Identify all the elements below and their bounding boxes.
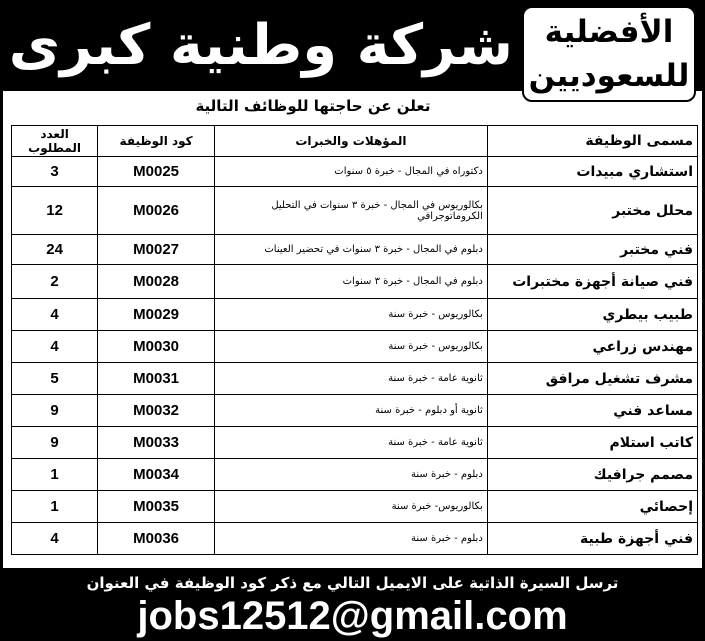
required-count-cell: 5 xyxy=(12,363,98,395)
required-count-cell: 12 xyxy=(12,187,98,235)
job-title-cell: مصمم جرافيك xyxy=(487,459,697,491)
required-count-cell: 9 xyxy=(12,427,98,459)
job-title-cell: استشاري مبيدات xyxy=(487,157,697,187)
jobs-table xyxy=(11,125,698,555)
column-header-job-title: مسمى الوظيفة xyxy=(487,126,697,157)
table-row xyxy=(12,459,698,491)
required-count-cell: 24 xyxy=(12,235,98,265)
job-title-cell: فني مختبر xyxy=(487,235,697,265)
job-code-cell: M0029 xyxy=(98,299,215,331)
column-header-qualifications: المؤهلات والخبرات xyxy=(215,126,488,157)
table-row xyxy=(12,427,698,459)
qualifications-cell: ثانوية عامة - خبرة سنة xyxy=(215,363,488,395)
qualifications-cell: دبلوم - خبرة سنة xyxy=(215,523,488,555)
job-title-cell: مشرف تشغيل مرافق xyxy=(487,363,697,395)
job-title-cell: محلل مختبر xyxy=(487,187,697,235)
application-instruction: ترسل السيرة الذاتية على الايميل التالي مع ذكر كود الوظيفة في العنوان xyxy=(86,574,619,592)
table-row xyxy=(12,299,698,331)
table-row xyxy=(12,157,698,187)
qualifications-cell: بكالوريوس في المجال - خبرة ٣ سنوات في التحليل الكروماتوجرافي xyxy=(215,187,488,235)
required-count-cell: 4 xyxy=(12,299,98,331)
badge-line-1: الأفضلية xyxy=(544,14,674,50)
required-count-cell: 9 xyxy=(12,395,98,427)
saudi-preference-badge xyxy=(522,6,696,102)
badge-line-2: للسعوديين xyxy=(528,58,690,94)
qualifications-cell: ثانوية عامة - خبرة سنة xyxy=(215,427,488,459)
required-count-cell: 2 xyxy=(12,265,98,299)
required-count-cell: 4 xyxy=(12,331,98,363)
job-code-cell: M0032 xyxy=(98,395,215,427)
table-row xyxy=(12,491,698,523)
required-count-cell: 4 xyxy=(12,523,98,555)
job-code-cell: M0025 xyxy=(98,157,215,187)
column-header-count: العدد المطلوب xyxy=(12,126,98,157)
announcement-subtitle: تعلن عن حاجتها للوظائف التالية xyxy=(195,97,431,115)
qualifications-cell: دبلوم - خبرة سنة xyxy=(215,459,488,491)
table-row xyxy=(12,331,698,363)
required-count-cell: 3 xyxy=(12,157,98,187)
job-code-cell: M0026 xyxy=(98,187,215,235)
required-count-cell: 1 xyxy=(12,491,98,523)
job-title-cell: مساعد فني xyxy=(487,395,697,427)
job-title-cell: فني أجهزة طبية xyxy=(487,523,697,555)
required-count-cell: 1 xyxy=(12,459,98,491)
job-code-cell: M0031 xyxy=(98,363,215,395)
table-row xyxy=(12,395,698,427)
job-title-cell: طبيب بيطري xyxy=(487,299,697,331)
job-code-cell: M0030 xyxy=(98,331,215,363)
table-row xyxy=(12,265,698,299)
job-code-cell: M0035 xyxy=(98,491,215,523)
job-code-cell: M0033 xyxy=(98,427,215,459)
table-row xyxy=(12,235,698,265)
qualifications-cell: دبلوم في المجال - خبرة ٣ سنوات xyxy=(215,265,488,299)
qualifications-cell: ثانوية أو دبلوم - خبرة سنة xyxy=(215,395,488,427)
job-code-cell: M0036 xyxy=(98,523,215,555)
ad-footer xyxy=(3,568,702,638)
job-title-cell: فني صيانة أجهزة مختبرات xyxy=(487,265,697,299)
contact-email[interactable]: jobs12512@gmail.com xyxy=(137,594,568,638)
qualifications-cell: دبلوم في المجال - خبرة ٣ سنوات في تحضير العينات xyxy=(215,235,488,265)
company-name: شركة وطنية كبرى xyxy=(8,13,513,78)
table-row xyxy=(12,363,698,395)
jobs-table-body xyxy=(12,157,698,555)
ad-header xyxy=(3,3,702,94)
table-row xyxy=(12,187,698,235)
job-title-cell: كاتب استلام xyxy=(487,427,697,459)
qualifications-cell: بكالوريوس - خبرة سنة xyxy=(215,331,488,363)
table-row xyxy=(12,523,698,555)
job-code-cell: M0027 xyxy=(98,235,215,265)
job-code-cell: M0028 xyxy=(98,265,215,299)
ad-content xyxy=(3,91,702,568)
job-code-cell: M0034 xyxy=(98,459,215,491)
qualifications-cell: بكالوريوس - خبرة سنة xyxy=(215,299,488,331)
qualifications-cell: دكتوراه في المجال - خبرة ٥ سنوات xyxy=(215,157,488,187)
job-title-cell: إحصائي xyxy=(487,491,697,523)
job-title-cell: مهندس زراعي xyxy=(487,331,697,363)
column-header-job-code: كود الوظيفة xyxy=(98,126,215,157)
table-header-row xyxy=(12,126,698,157)
qualifications-cell: بكالوريوس- خبرة سنة xyxy=(215,491,488,523)
